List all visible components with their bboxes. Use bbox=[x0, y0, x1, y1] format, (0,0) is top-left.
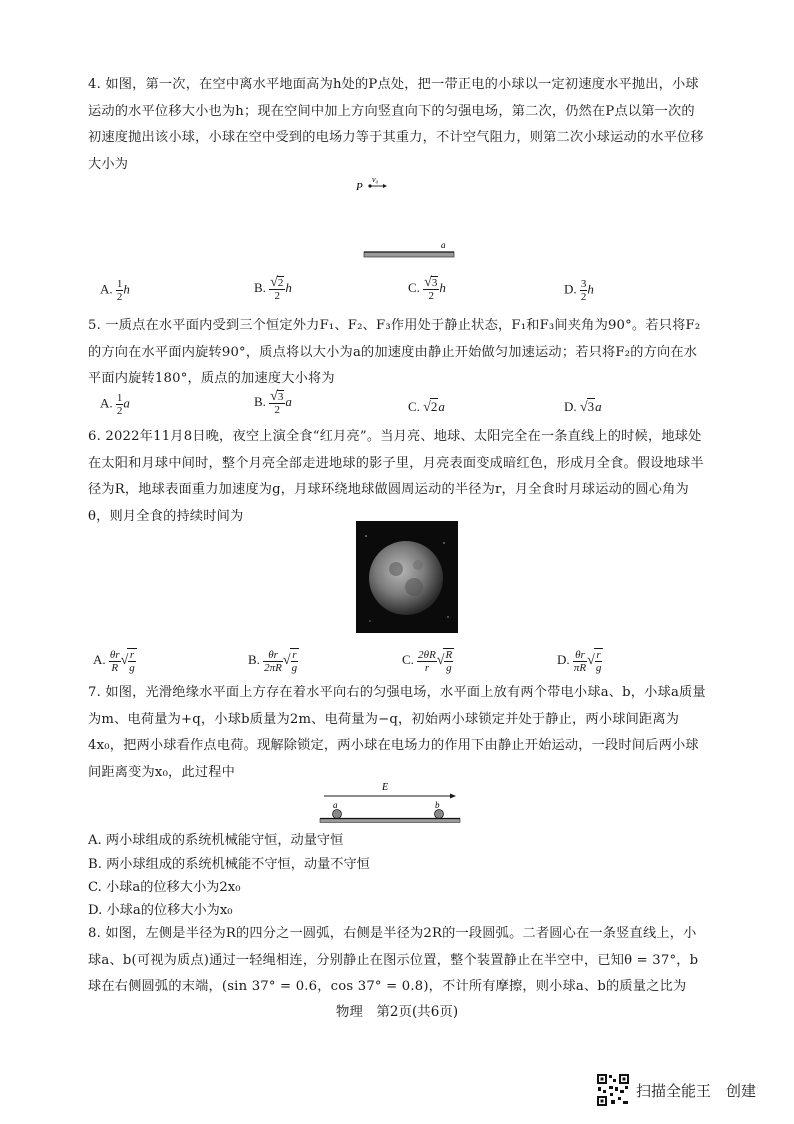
question-7-figure bbox=[316, 779, 466, 827]
question-6 bbox=[88, 424, 708, 530]
question-7 bbox=[88, 680, 708, 786]
q4-option-d[interactable]: D. $\frac{3}{2}$ h bbox=[564, 278, 594, 303]
ball-a bbox=[333, 810, 342, 819]
q7-option-b[interactable]: B. 两小球组成的系统机械能不守恒，动量不守恒 bbox=[88, 857, 370, 872]
q7-option-d[interactable]: D. 小球a的位移大小为x₀ bbox=[88, 903, 233, 918]
question-6-options bbox=[88, 648, 708, 682]
ground-a-label: a bbox=[441, 240, 446, 250]
watermark-text: 扫描全能王 创建 bbox=[636, 1081, 757, 1100]
ground bbox=[364, 252, 454, 257]
ball-a-label: a bbox=[333, 800, 338, 810]
q5-option-c[interactable]: C. √2a bbox=[408, 399, 445, 415]
v0-label: v₀ bbox=[372, 175, 379, 184]
q6-option-a[interactable]: A. $\frac{\theta r}{R}$ √ $\frac{r}{g}$ bbox=[93, 648, 135, 674]
ball-b bbox=[435, 810, 444, 819]
q6-option-b[interactable]: B. $\frac{\theta r}{2\pi R}$ √ $\frac{r}{g}$ bbox=[248, 648, 298, 674]
question-4-options bbox=[88, 276, 708, 304]
question-8 bbox=[88, 921, 708, 1001]
question-6-text: 6. 2022年11月8日晚，夜空上演全食“红月亮”。当月亮、地球、太阳完全在一条直线上的时候，地球处在太阳和月球中间时，整个月亮全部走进地球的影子里，月亮表面变成暗红色，形成月全食。假设地球半径为R，地球表面重力加速度为g，月球环绕地球做圆周运动的半径为r，月全食时月球运动的圆心角为θ，则月全食的持续时间为 bbox=[88, 429, 704, 524]
q6-option-c[interactable]: C. $\frac{2\theta R}{r}$ √ $\frac{R}{g}$ bbox=[402, 648, 453, 674]
q4-option-a[interactable]: A. $\frac{1}{2}$ h bbox=[100, 278, 130, 303]
q5-option-a[interactable]: A. $\frac{1}{2}$ a bbox=[100, 392, 130, 417]
lunar-eclipse-photo bbox=[356, 521, 458, 633]
question-5 bbox=[88, 313, 708, 393]
q4-option-b[interactable]: B. $\frac{√2}{2}$ h bbox=[254, 275, 292, 302]
question-8-text: 8. 如图，左侧是半径为R的四分之一圆弧，右侧是半径为2R的一段圆弧。二者圆心在一条竖直线上，小球a、b(可视为质点)通过一轻绳相连，分别静止在图示位置，整个装置静止在半空中，已知θ = 37°，b球在右侧圆弧的末端，(sin 37° = 0.6，cos 37° = 0.8)，不计所有摩擦，则小球a、b的质量之比为 bbox=[88, 926, 699, 994]
question-5-options bbox=[88, 389, 708, 420]
question-5-text: 5. 一质点在水平面内受到三个恒定外力F₁、F₂、F₃作用处于静止状态，F₁和F₃间夹角为90°。若只将F₂的方向在水平面内旋转90°，质点将以大小为a的加速度由静止开始做匀加速运动；若只将F₂的方向在水平面内旋转180°，质点的加速度大小将为 bbox=[88, 318, 701, 386]
point-p-label: P bbox=[356, 181, 363, 193]
question-4 bbox=[88, 72, 708, 178]
field-e-label: E bbox=[382, 782, 389, 793]
q6-option-d[interactable]: D. $\frac{\theta r}{\pi R}$ √ $\frac{r}{g}$ bbox=[557, 648, 602, 674]
q7-option-c[interactable]: C. 小球a的位移大小为2x₀ bbox=[88, 880, 241, 895]
q5-option-d[interactable]: D. √3a bbox=[564, 399, 602, 415]
ball-b-label: b bbox=[435, 800, 440, 810]
q5-option-b[interactable]: B. $\frac{√3}{2}$ a bbox=[254, 389, 292, 416]
scanner-watermark bbox=[596, 1073, 756, 1107]
q7-option-a[interactable]: A. 两小球组成的系统机械能守恒，动量守恒 bbox=[88, 833, 344, 848]
question-4-text: 4. 如图，第一次，在空中离水平地面高为h处的P点处，把一带正电的小球以一定初速度水平抛出，小球运动的水平位移大小也为h；现在空间中加上方向竖直向下的匀强电场，第二次，仍然在P点以第一次的初速度抛出该小球，小球在空中受到的电场力等于其重力，不计空气阻力，则第二次小球运动的水平位移大小为 bbox=[88, 77, 704, 172]
q4-option-c[interactable]: C. $\frac{√3}{2}$ h bbox=[408, 275, 446, 302]
qr-code-icon bbox=[596, 1073, 630, 1107]
page-footer: 物理 第2页(共6页) bbox=[335, 1004, 459, 1020]
question-4-figure bbox=[350, 172, 470, 264]
question-7-text: 7. 如图，光滑绝缘水平面上方存在着水平向右的匀强电场，水平面上放有两个带电小球a、b，小球a质量为m、电荷量为+q，小球b质量为2m、电荷量为−q，初始两小球锁定并处于静止，两小球间距离为4x₀，把两小球看作点电荷。现解除锁定，两小球在电场力的作用下由静止开始运动，一段时间后两小球间距离变为x₀，此过程中 bbox=[88, 685, 706, 780]
